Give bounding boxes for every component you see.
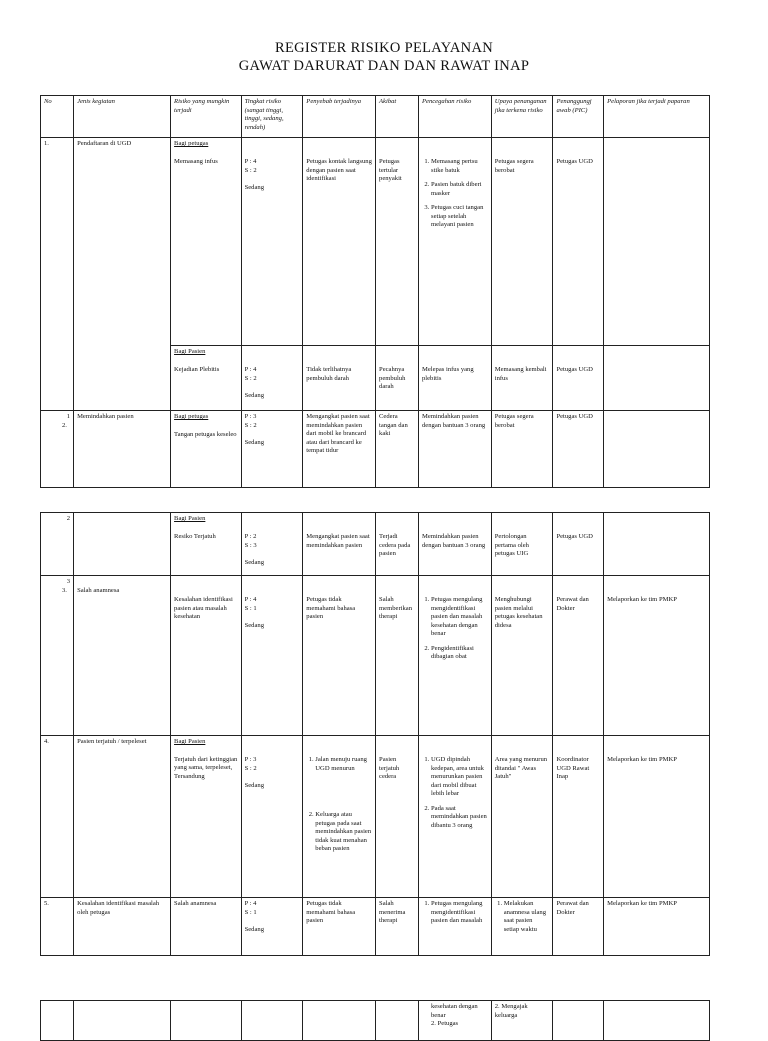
prevention-list: 1. Petugas mengulang mengidentifikasi pasien dan masalah xyxy=(422,900,488,926)
report-cell xyxy=(604,346,710,411)
cause-cell xyxy=(303,1001,376,1041)
risk-level-cell: P : 4 S : 1 Sedang xyxy=(241,576,303,736)
pic-cell: Petugas UGD xyxy=(553,411,604,488)
report-cell: Melaporkan ke tim PMKP xyxy=(604,576,710,736)
effect-cell: Pasien terjatuh cedera xyxy=(376,736,419,898)
prevention-cell xyxy=(419,576,492,736)
document-title-line-2: GAWAT DARURAT DAN DAN RAWAT INAP xyxy=(238,58,530,74)
handling-cell: Petugas segera berobat xyxy=(491,138,553,346)
prevention-cell: Memindahkan pasien dengan bantuan 3 orang xyxy=(419,411,492,488)
cause-cell: Tidak terlihatnya pembuluh darah xyxy=(303,346,376,411)
effect-cell: Salah memberikan therapi xyxy=(376,576,419,736)
handling-cell: Menghubungi pasien melalui petugas kesehatan didesa xyxy=(491,576,553,736)
handling-list: 1. Melakukan anamnesa ulang saat pasien setiap waktu xyxy=(495,900,550,934)
report-cell: Melaporkan ke tim PMKP xyxy=(604,898,710,956)
prevention-list: 1. UGD dipindah kedepan, area untuk menurunkan pasien dari mobil dibuat lebih lebar 2. Pada saat memindahkan pasien dibantu 3 orang xyxy=(422,756,488,831)
row-number: 1. xyxy=(41,138,74,411)
risk-level-cell: P : 4 S : 1 Sedang xyxy=(241,898,303,956)
prevention-cell: kesehatan dengan benar 2. Petugas xyxy=(419,1001,492,1041)
report-cell xyxy=(604,411,710,488)
header-pelaporan: Pelaporan jika terjadi paparan xyxy=(604,96,710,138)
header-pic: Penanggungj awab (PIC) xyxy=(553,96,604,138)
risk-level-cell: P : 3 S : 2 Sedang xyxy=(241,736,303,898)
risk-cell: Bagi petugas Tangan petugas keseleo xyxy=(171,411,242,488)
table-row xyxy=(41,898,710,956)
row-number: 4. xyxy=(41,736,74,898)
header-akibat: Akibat xyxy=(376,96,419,138)
header-no: No xyxy=(41,96,74,138)
header-penyebab: Penyebab terjadinya xyxy=(303,96,376,138)
header-risiko: Risiko yang mungkin terjadi xyxy=(171,96,242,138)
report-cell xyxy=(604,138,710,346)
header-upaya-penanganan: Upaya penanganan jika terkena risiko xyxy=(491,96,553,138)
handling-cell: Pertolongan pertama oleh petugas UIG xyxy=(491,513,553,576)
prevention-cell xyxy=(419,138,492,346)
table-row xyxy=(41,138,710,346)
row-number xyxy=(41,1001,74,1041)
cause-cell: Mengangkat pasien saat memindahkan pasien xyxy=(303,513,376,576)
risk-register-table-2 xyxy=(40,512,710,956)
pic-cell: Koordinator UGD Rawat Inap xyxy=(553,736,604,898)
effect-cell xyxy=(376,1001,419,1041)
pic-cell: Perawat dan Dokter xyxy=(553,898,604,956)
row-number: 3 3. xyxy=(41,576,74,736)
table-row xyxy=(41,513,710,576)
document-title-line-1: REGISTER RISIKO PELAYANAN xyxy=(274,40,494,56)
activity-cell xyxy=(74,1001,171,1041)
activity-cell: Salah anamnesa xyxy=(74,576,171,736)
prevention-cell: Melepas infus yang plebitis xyxy=(419,346,492,411)
row-number: 5. xyxy=(41,898,74,956)
cause-cell: Mengangkat pasien saat memindahkan pasien dari mobil ke brancard atau dari brancard ke tempat tidur xyxy=(303,411,376,488)
handling-cell: Area yang menurun ditandai " Awas Jatuh" xyxy=(491,736,553,898)
handling-cell xyxy=(491,898,553,956)
report-cell: Melaporkan ke tim PMKP xyxy=(604,736,710,898)
row-number: 1 2. xyxy=(41,411,74,488)
table-row xyxy=(41,736,710,898)
header-tingkat-risiko: Tingkat risiko (sangat tinggi, tinggi, sedang, rendah) xyxy=(241,96,303,138)
risk-level-cell: P : 4 S : 2 Sedang xyxy=(241,138,303,346)
report-cell xyxy=(604,1001,710,1041)
effect-cell: Salah menerima therapi xyxy=(376,898,419,956)
risk-level-cell: P : 3 S : 2 Sedang xyxy=(241,411,303,488)
risk-level-cell xyxy=(241,1001,303,1041)
prevention-cell: Memindahkan pasien dengan bantuan 3 orang xyxy=(419,513,492,576)
risk-cell: Bagi Pasien Kejadian Plebitis xyxy=(171,346,242,411)
pic-cell xyxy=(553,1001,604,1041)
activity-cell xyxy=(74,513,171,576)
table-row xyxy=(41,576,710,736)
prevention-cell xyxy=(419,898,492,956)
risk-group-label: Bagi petugas xyxy=(174,140,209,147)
table-row xyxy=(41,1001,710,1041)
pic-cell: Petugas UGD xyxy=(553,138,604,346)
cause-cell: Petugas tidak memahami bahasa pasien xyxy=(303,576,376,736)
header-pencegahan: Pencegahan risiko xyxy=(419,96,492,138)
activity-cell: Pendaftaran di UGD xyxy=(74,138,171,411)
prevention-list: 1. Petugas mengulang mengidentifikasi pasien dan masalah kesehatan dengan benar 2. Pengidentifikasi dibagian obat xyxy=(422,596,488,662)
effect-cell: Terjadi cedera pada pasien xyxy=(376,513,419,576)
risk-level-cell: P : 2 S : 3 Sedang xyxy=(241,513,303,576)
effect-cell: Pecahnya pembuluh darah xyxy=(376,346,419,411)
cause-cell: Petugas tidak memahami bahasa pasien xyxy=(303,898,376,956)
handling-cell: 2. Mengajak keluarga xyxy=(491,1001,553,1041)
report-cell xyxy=(604,513,710,576)
header-jenis-kegiatan: Jenis kegiatan xyxy=(74,96,171,138)
risk-text: Memasang infus xyxy=(174,157,218,165)
row-number: 2 xyxy=(41,513,74,576)
risk-cell: Kesalahan identifikasi pasien atau masalah kesehatan xyxy=(171,576,242,736)
cause-cell: Petugas kontak langsung dengan pasien saat identifikasi xyxy=(303,138,376,346)
pic-cell: Petugas UGD xyxy=(553,513,604,576)
effect-cell: Cedera tangan dan kaki xyxy=(376,411,419,488)
risk-register-table-1 xyxy=(40,95,710,488)
risk-cell xyxy=(171,138,242,346)
cause-list: 1. Jalan menuju ruang UGD menurun 2. Keluarga atau petugas pada saat memindahkan pasien tidak kuat menahan beban pasien xyxy=(306,756,372,854)
pic-cell: Petugas UGD xyxy=(553,346,604,411)
handling-cell: Memasang kembali infus xyxy=(491,346,553,411)
risk-register-table-3 xyxy=(40,1000,710,1041)
risk-level-cell: P : 4 S : 2 Sedang xyxy=(241,346,303,411)
handling-cell: Petugas segera berobat xyxy=(491,411,553,488)
table-row xyxy=(41,411,710,488)
activity-cell: Pasien terjatuh / terpeleset xyxy=(74,736,171,898)
risk-cell: Bagi Pasien Resiko Terjatuh xyxy=(171,513,242,576)
activity-cell: Memindahkan pasien xyxy=(74,411,171,488)
prevention-cell xyxy=(419,736,492,898)
risk-cell: Salah anamnesa xyxy=(171,898,242,956)
cause-cell xyxy=(303,736,376,898)
activity-cell: Kesalahan identifikasi masalah oleh petugas xyxy=(74,898,171,956)
table-header-row xyxy=(41,96,710,138)
risk-cell xyxy=(171,1001,242,1041)
pic-cell: Perawat dan Dokter xyxy=(553,576,604,736)
effect-cell: Petugas tertular penyakit xyxy=(376,138,419,346)
prevention-list: 1. Memasang pertsu stike batuk 2. Pasien batuk diberi masker 3. Petugas cuci tangan setiap setelah melayani pasien xyxy=(422,158,488,230)
risk-cell: Bagi Pasien Terjatuh dari ketinggian yang sama, terpeleset, Tersandung xyxy=(171,736,242,898)
